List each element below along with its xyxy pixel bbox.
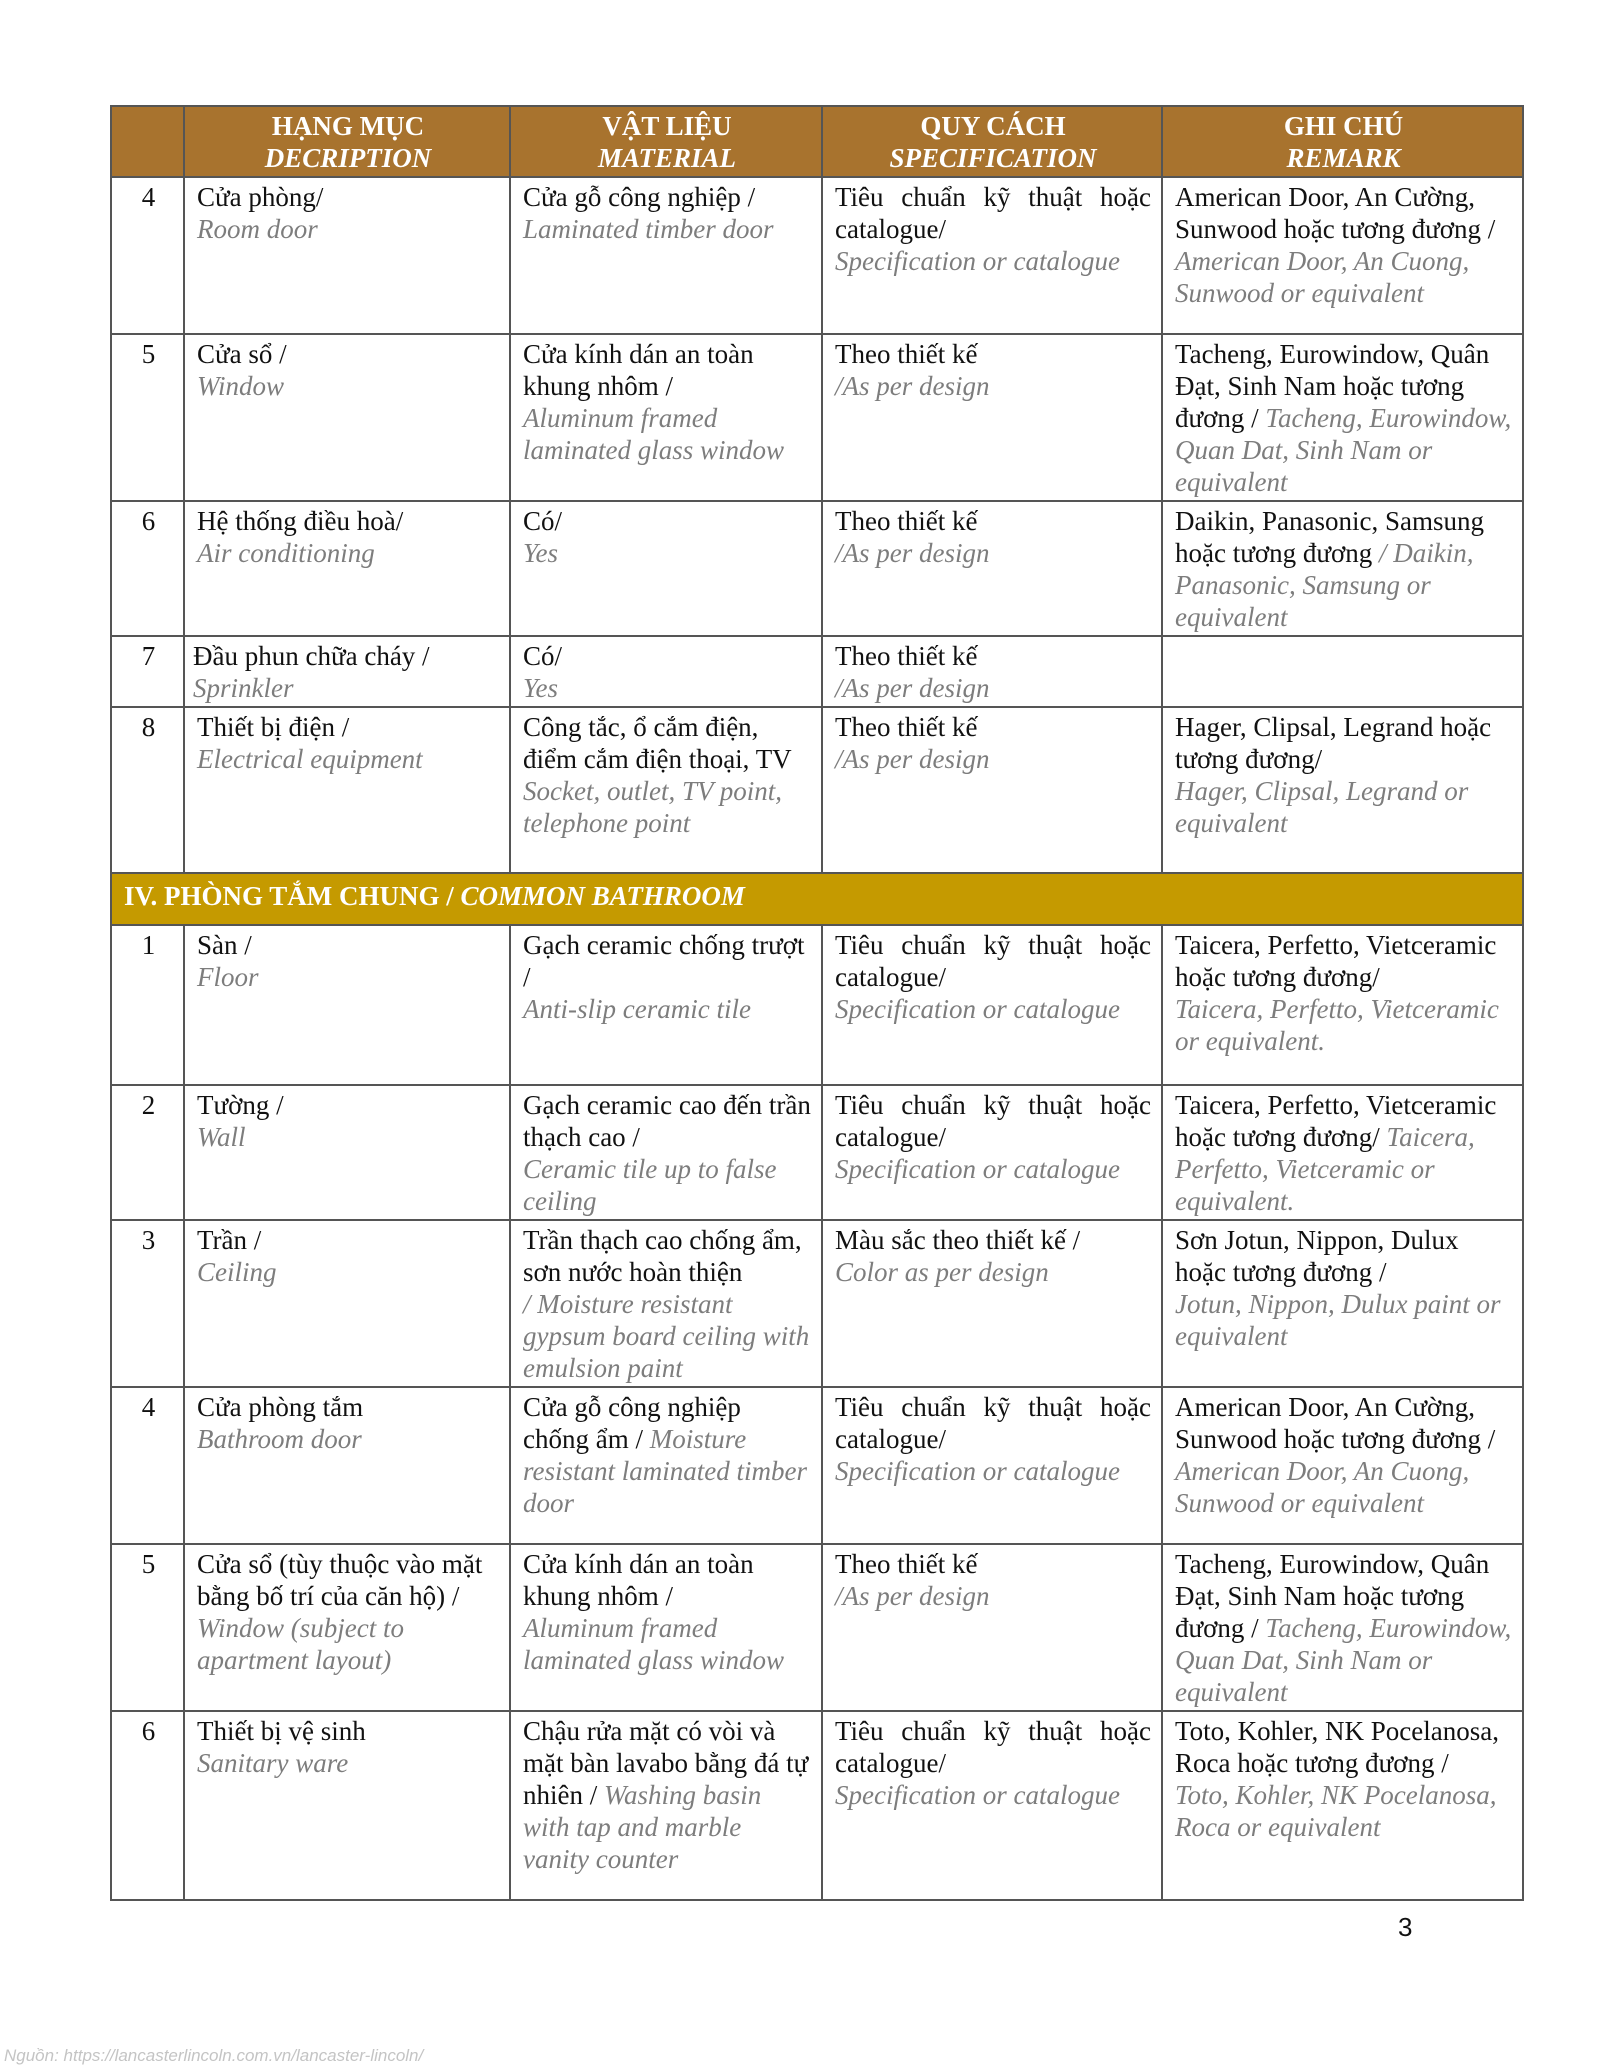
item-vn: Thiết bị điện /	[197, 712, 350, 742]
header-specification-en: SPECIFICATION	[889, 143, 1097, 173]
spec-vn: Tiêu chuẩn kỹ thuật hoặc catalogue/	[835, 1090, 1151, 1152]
material-vn: Cửa gỗ công nghiệp chống ẩm /	[523, 1392, 741, 1454]
row-number: 6	[111, 501, 184, 636]
remark-cell	[1162, 1544, 1523, 1711]
material-en: Ceramic tile up to false ceiling	[523, 1154, 777, 1216]
item-en: Bathroom door	[197, 1424, 362, 1454]
material-en: Yes	[523, 673, 559, 703]
remark-vn: Taicera, Perfetto, Vietceramic hoặc tương đương/	[1175, 1090, 1497, 1152]
spec-en: /As per design	[835, 371, 990, 401]
spec-en: Specification or catalogue	[835, 994, 1120, 1024]
row-number: 5	[111, 1544, 184, 1711]
material-cell	[510, 636, 822, 707]
specification-cell	[822, 1220, 1162, 1387]
spec-en: /As per design	[835, 538, 990, 568]
material-cell	[510, 1544, 822, 1711]
header-cell-specification	[822, 106, 1162, 177]
material-vn: Gạch ceramic cao đến trần thạch cao /	[523, 1090, 811, 1152]
remark-vn: Toto, Kohler, NK Pocelanosa, Roca hoặc tương đương /	[1175, 1716, 1499, 1778]
spec-vn: Theo thiết kế	[835, 339, 978, 369]
header-remark-vn: GHI CHÚ	[1283, 111, 1404, 141]
material-vn: Có/	[523, 641, 563, 671]
material-cell	[510, 707, 822, 873]
remark-en: American Door, An Cuong, Sunwood or equivalent	[1175, 246, 1470, 308]
header-specification-vn: QUY CÁCH	[920, 111, 1066, 141]
remark-vn: Tacheng, Eurowindow, Quân Đạt, Sinh Nam hoặc tương đương /	[1175, 1549, 1490, 1643]
item-vn: Đầu phun chữa cháy /	[193, 641, 430, 671]
section-heading-vn: IV. PHÒNG TẮM CHUNG /	[124, 881, 461, 911]
spec-vn: Theo thiết kế	[835, 1549, 978, 1579]
remark-cell	[1162, 1085, 1523, 1220]
remark-vn: American Door, An Cường, Sunwood hoặc tương đương /	[1175, 1392, 1496, 1454]
item-en: Sanitary ware	[197, 1748, 349, 1778]
remark-cell	[1162, 707, 1523, 873]
specification-cell	[822, 177, 1162, 334]
material-cell	[510, 1085, 822, 1220]
item-vn: Cửa phòng/	[197, 182, 324, 212]
row-number: 2	[111, 1085, 184, 1220]
table-row	[111, 636, 1523, 707]
header-material-vn: VẬT LIỆU	[602, 111, 732, 141]
table-row	[111, 1387, 1523, 1544]
item-cell	[184, 636, 510, 707]
material-cell	[510, 334, 822, 501]
item-vn: Trần /	[197, 1225, 262, 1255]
table-header-row	[111, 106, 1523, 177]
material-cell	[510, 501, 822, 636]
material-cell	[510, 177, 822, 334]
spec-vn: Theo thiết kế	[835, 641, 978, 671]
header-cell-number	[111, 106, 184, 177]
remark-vn: Tacheng, Eurowindow, Quân Đạt, Sinh Nam hoặc tương đương /	[1175, 339, 1490, 433]
item-en: Window (subject to apartment layout)	[197, 1613, 404, 1675]
spec-vn: Theo thiết kế	[835, 506, 978, 536]
remark-en: American Door, An Cuong, Sunwood or equivalent	[1175, 1456, 1470, 1518]
specification-cell	[822, 501, 1162, 636]
specification-cell	[822, 1387, 1162, 1544]
item-en: Ceiling	[197, 1257, 277, 1287]
header-description-en: DECRIPTION	[264, 143, 432, 173]
item-cell	[184, 1220, 510, 1387]
row-number: 8	[111, 707, 184, 873]
table-row	[111, 177, 1523, 334]
page-number: 3	[1398, 1912, 1413, 1942]
material-cell	[510, 1220, 822, 1387]
remark-cell	[1162, 636, 1523, 707]
header-cell-description	[184, 106, 510, 177]
item-cell	[184, 1085, 510, 1220]
spec-vn: Theo thiết kế	[835, 712, 978, 742]
remark-vn: Hager, Clipsal, Legrand hoặc tương đương/	[1175, 712, 1492, 774]
row-number: 5	[111, 334, 184, 501]
material-vn: Chậu rửa mặt có vòi và mặt bàn lavabo bằng đá tự nhiên /	[523, 1716, 809, 1810]
item-cell	[184, 1544, 510, 1711]
spec-en: /As per design	[835, 1581, 990, 1611]
table-row	[111, 1544, 1523, 1711]
material-cell	[510, 1711, 822, 1900]
item-cell	[184, 1711, 510, 1900]
header-cell-material	[510, 106, 822, 177]
item-vn: Hệ thống điều hoà/	[197, 506, 404, 536]
specification-cell	[822, 1085, 1162, 1220]
remark-vn: American Door, An Cường, Sunwood hoặc tương đương /	[1175, 182, 1496, 244]
item-cell	[184, 501, 510, 636]
table-row	[111, 1711, 1523, 1900]
remark-en: Taicera, Perfetto, Vietceramic or equivalent.	[1175, 1122, 1475, 1216]
item-vn: Thiết bị vệ sinh	[197, 1716, 366, 1746]
remark-en: / Daikin, Panasonic, Samsung or equivalent	[1175, 538, 1474, 632]
table-row	[111, 1220, 1523, 1387]
material-en: Anti-slip ceramic tile	[523, 994, 751, 1024]
remark-vn: Taicera, Perfetto, Vietceramic hoặc tương đương/	[1175, 930, 1497, 992]
material-en: Socket, outlet, TV point, telephone point	[523, 776, 782, 838]
item-en: Sprinkler	[193, 673, 294, 703]
material-vn: Gạch ceramic chống trượt /	[523, 930, 805, 992]
spec-vn: Tiêu chuẩn kỹ thuật hoặc catalogue/	[835, 1716, 1151, 1778]
section-heading-en: COMMON BATHROOM	[460, 881, 745, 911]
material-vn: Cửa kính dán an toàn khung nhôm /	[523, 339, 754, 401]
remark-cell	[1162, 1711, 1523, 1900]
remark-cell	[1162, 334, 1523, 501]
item-cell	[184, 1387, 510, 1544]
remark-en: Tacheng, Eurowindow, Quan Dat, Sinh Nam or equivalent	[1175, 1613, 1512, 1707]
specification-cell	[822, 1544, 1162, 1711]
item-en: Electrical equipment	[197, 744, 423, 774]
remark-cell	[1162, 501, 1523, 636]
item-cell	[184, 334, 510, 501]
header-remark-en: REMARK	[1286, 143, 1401, 173]
header-cell-remark	[1162, 106, 1523, 177]
spec-en: Specification or catalogue	[835, 1456, 1120, 1486]
header-material-en: MATERIAL	[597, 143, 737, 173]
item-vn: Sàn /	[197, 930, 252, 960]
material-en: Laminated timber door	[523, 214, 774, 244]
item-en: Air conditioning	[197, 538, 375, 568]
material-en: / Moisture resistant gypsum board ceiling with emulsion paint	[523, 1289, 810, 1383]
table-row	[111, 1085, 1523, 1220]
item-vn: Cửa sổ (tùy thuộc vào mặt bằng bố trí của căn hộ) /	[197, 1549, 483, 1611]
spec-vn: Màu sắc theo thiết kế /	[835, 1225, 1081, 1255]
specification-table	[110, 105, 1524, 1901]
source-watermark: Nguồn: https://lancasterlincoln.com.vn/lancaster-lincoln/	[4, 2046, 424, 2065]
material-en: Moisture resistant laminated timber door	[523, 1424, 807, 1518]
remark-cell	[1162, 925, 1523, 1085]
specification-cell	[822, 334, 1162, 501]
table-row	[111, 925, 1523, 1085]
section-heading-row	[111, 873, 1523, 925]
spec-en: Specification or catalogue	[835, 1780, 1120, 1810]
remark-vn: Sơn Jotun, Nippon, Dulux hoặc tương đương /	[1175, 1225, 1459, 1287]
remark-en: Toto, Kohler, NK Pocelanosa, Roca or equivalent	[1175, 1780, 1497, 1842]
item-en: Room door	[197, 214, 318, 244]
table-row	[111, 334, 1523, 501]
material-en: Aluminum framed laminated glass window	[523, 1613, 785, 1675]
material-vn: Cửa gỗ công nghiệp /	[523, 182, 756, 212]
row-number: 4	[111, 1387, 184, 1544]
row-number: 1	[111, 925, 184, 1085]
item-en: Wall	[197, 1122, 246, 1152]
item-vn: Tường /	[197, 1090, 284, 1120]
remark-en: Tacheng, Eurowindow, Quan Dat, Sinh Nam or equivalent	[1175, 403, 1512, 497]
material-en: Aluminum framed laminated glass window	[523, 403, 785, 465]
spec-vn: Tiêu chuẩn kỹ thuật hoặc catalogue/	[835, 930, 1151, 992]
item-cell	[184, 925, 510, 1085]
spec-en: /As per design	[835, 744, 990, 774]
remark-vn: Daikin, Panasonic, Samsung hoặc tương đương	[1175, 506, 1484, 568]
remark-cell	[1162, 177, 1523, 334]
remark-cell	[1162, 1220, 1523, 1387]
item-cell	[184, 177, 510, 334]
spec-vn: Tiêu chuẩn kỹ thuật hoặc catalogue/	[835, 182, 1151, 244]
section-heading	[111, 873, 1523, 925]
header-description-vn: HẠNG MỤC	[271, 111, 425, 141]
row-number: 4	[111, 177, 184, 334]
material-en: Yes	[523, 538, 559, 568]
specification-cell	[822, 636, 1162, 707]
spec-en: /As per design	[835, 673, 990, 703]
remark-cell	[1162, 1387, 1523, 1544]
item-vn: Cửa sổ /	[197, 339, 287, 369]
remark-en: Hager, Clipsal, Legrand or equivalent	[1175, 776, 1469, 838]
spec-en: Color as per design	[835, 1257, 1049, 1287]
remark-en: Jotun, Nippon, Dulux paint or equivalent	[1175, 1289, 1501, 1351]
material-cell	[510, 925, 822, 1085]
row-number: 3	[111, 1220, 184, 1387]
material-cell	[510, 1387, 822, 1544]
material-en: Washing basin with tap and marble vanity counter	[523, 1780, 762, 1874]
spec-vn: Tiêu chuẩn kỹ thuật hoặc catalogue/	[835, 1392, 1151, 1454]
item-cell	[184, 707, 510, 873]
material-vn: Công tắc, ổ cắm điện, điểm cắm điện thoại, TV	[523, 712, 792, 774]
table-row	[111, 707, 1523, 873]
specification-cell	[822, 707, 1162, 873]
table-row	[111, 501, 1523, 636]
item-en: Floor	[197, 962, 259, 992]
material-vn: Trần thạch cao chống ẩm, sơn nước hoàn thiện	[523, 1225, 802, 1287]
specification-cell	[822, 1711, 1162, 1900]
spec-en: Specification or catalogue	[835, 1154, 1120, 1184]
material-vn: Có/	[523, 506, 563, 536]
specification-cell	[822, 925, 1162, 1085]
material-vn: Cửa kính dán an toàn khung nhôm /	[523, 1549, 754, 1611]
row-number: 7	[111, 636, 184, 707]
item-vn: Cửa phòng tắm	[197, 1392, 364, 1422]
spec-en: Specification or catalogue	[835, 246, 1120, 276]
row-number: 6	[111, 1711, 184, 1900]
item-en: Window	[197, 371, 285, 401]
remark-en: Taicera, Perfetto, Vietceramic or equivalent.	[1175, 994, 1499, 1056]
